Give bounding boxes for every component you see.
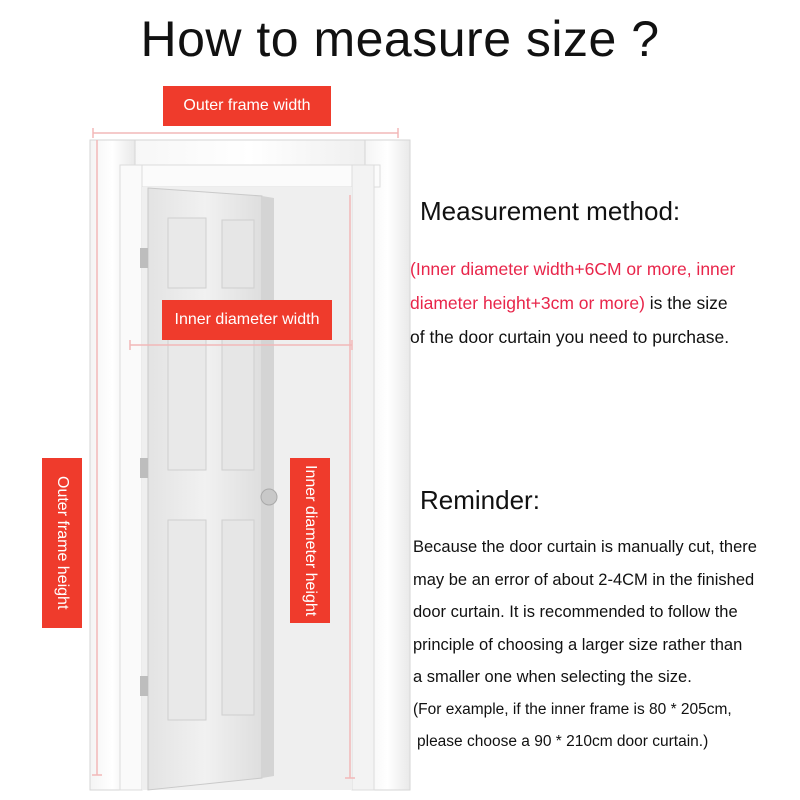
reminder-text (413, 531, 798, 759)
outer-frame-height-label: Outer frame height (42, 458, 82, 628)
inner-diameter-width-label: Inner diameter width (162, 300, 332, 340)
reminder-line: door curtain. It is recommended to follow the (413, 603, 738, 621)
reminder-line: principle of choosing a larger size rather than (413, 635, 743, 654)
reminder-line: may be an error of about 2-4CM in the finished (413, 570, 755, 589)
method-red-line-1: (Inner diameter width+6CM or more, inner (410, 259, 736, 279)
reminder-line: (For example, if the inner frame is 80 * 205cm, (413, 700, 732, 718)
method-line-3: of the door curtain you need to purchase. (410, 327, 730, 347)
outer-frame-width-label: Outer frame width (163, 86, 331, 126)
door-panel (140, 188, 277, 790)
page-title: How to measure size ? (140, 11, 660, 67)
reminder-line: Because the door curtain is manually cut, there (413, 538, 757, 556)
inner-diameter-height-label: Inner diameter height (290, 458, 330, 623)
reminder-section (420, 485, 540, 516)
method-black-tail: is the size (644, 293, 728, 313)
method-red-line-2: diameter height+3cm or more) (410, 293, 645, 313)
reminder-line: a smaller one when selecting the size. (413, 668, 692, 686)
measurement-method-section (420, 196, 795, 227)
measurement-method-heading: Measurement method: (420, 196, 681, 226)
measurement-method-text (410, 252, 795, 354)
reminder-heading: Reminder: (420, 485, 540, 515)
reminder-line: please choose a 90 * 210cm door curtain.) (417, 733, 709, 750)
